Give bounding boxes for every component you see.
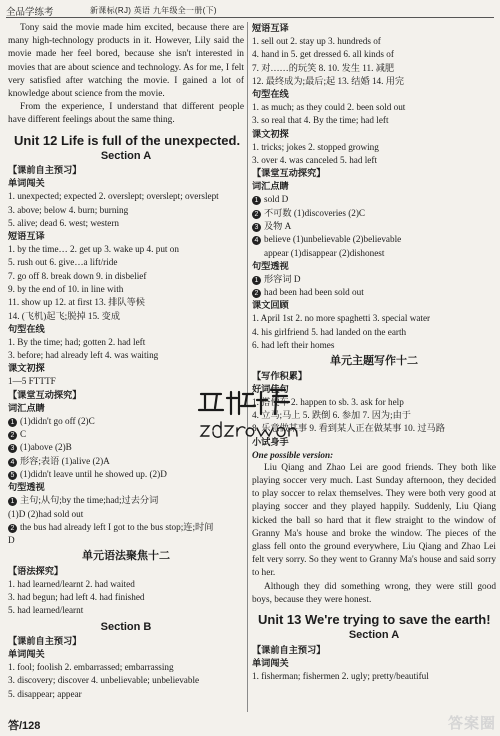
answer-line: 5 (1)didn't leave until he showed up. (2)D: [8, 468, 244, 481]
answer-line: 1 sold D: [252, 193, 496, 206]
vocab-heading: 单词闯关: [8, 648, 45, 659]
answer-line: 3. above; below 4. burn; burning: [8, 204, 129, 215]
writing-heading: 【写作积累】: [252, 370, 308, 381]
circled-number: 1: [252, 276, 261, 285]
answer-line: 1 形容词 D: [252, 273, 496, 286]
circled-number: 2: [8, 524, 17, 533]
answer-line: 1. sell out 2. stay up 3. hundreds of: [252, 36, 381, 46]
answer-line: 1 (1)didn't go off (2)C: [8, 415, 244, 428]
sample-label: One possible version:: [252, 449, 334, 460]
answer-line: 2 had been had been sold out: [252, 286, 496, 299]
class-heading: 【课堂互动探究】: [8, 389, 82, 400]
book-info: 新课标(RJ) 英语 九年级全一册(下): [90, 6, 217, 15]
word-heading: 词汇点睛: [252, 181, 289, 192]
sentence-heading: 句型透视: [8, 482, 45, 493]
answer-line: 5. disappear; appear: [8, 688, 82, 699]
page-number: 答/128: [8, 720, 41, 732]
pattern-heading: 句型在线: [252, 89, 289, 100]
answer-line: 9. by the end of 10. in line with: [8, 284, 124, 294]
reading-heading: 课文初探: [252, 128, 289, 139]
class-heading: 【课堂互动探究】: [252, 168, 326, 179]
grammar-title: 单元语法聚焦十二: [82, 550, 170, 563]
answer-line: 3. before; had already left 4. was waiting: [8, 350, 159, 361]
answer-line: D: [8, 535, 15, 546]
vocab-heading: 单词闯关: [252, 657, 289, 668]
answer-line: 3. so real that 4. By the time; had left: [252, 115, 389, 126]
answer-line: 1. April 1st 2. no more spaghetti 3. special water: [252, 313, 431, 324]
page-header: [6, 4, 496, 18]
word-heading: 词汇点睛: [8, 402, 45, 413]
phrase-heading: 短语互译: [8, 231, 45, 242]
header-rule: [6, 17, 494, 18]
answer-line: 3. had begun; had left 4. had finished: [8, 592, 145, 603]
answer-line: 5. rush out 6. give…a lift/ride: [8, 257, 118, 268]
sample-heading: 小试身手: [252, 436, 289, 447]
answer-line: 11. show up 12. at first 13. 排队等候: [8, 297, 145, 308]
circled-number: 4: [252, 236, 261, 245]
unit12-title: Unit 12 Life is full of the unexpected.: [14, 132, 241, 148]
answer-line: 4 形容;表语 (1)alive (2)A: [8, 455, 244, 468]
sentence-heading: 句型透视: [252, 260, 289, 271]
answer-line: 1. by the time… 2. get up 3. wake up 4. put on: [8, 244, 179, 255]
answer-line: 5. had learned/learnt: [8, 605, 84, 616]
circled-number: 1: [252, 196, 261, 205]
preview-heading: 【课前自主预习】: [252, 644, 326, 655]
unit13-title: Unit 13 We're trying to save the earth!: [258, 612, 491, 628]
answer-line: 6. had left their homes: [252, 340, 335, 351]
answer-line: 3. over 4. was canceled 5. had left: [252, 155, 378, 166]
answer-line: 4. 立马;马上 5. 跌倒 6. 参加 7. 因为;由于: [252, 409, 411, 420]
circled-number: 2: [252, 289, 261, 298]
phrase-heading: 短语互译: [252, 23, 289, 33]
reading-heading: 课文初探: [8, 363, 45, 374]
answer-line: 1. unexpected; expected 2. overslept; overslept; overslept: [8, 191, 219, 202]
preview-heading: 【课前自主预习】: [8, 635, 82, 646]
circled-number: 3: [252, 223, 261, 232]
answer-line: 1. By the time; had; gotten 2. had left: [8, 336, 146, 347]
circled-number: 1: [8, 497, 17, 506]
left-column: [8, 22, 244, 701]
answer-line: 2 the bus had already left I got to the bus stop;连;时间: [8, 521, 244, 534]
answer-line: 1. as much; as they could 2. been sold out: [252, 102, 406, 113]
answer-line: 3 及物 A: [252, 220, 496, 233]
answer-line: 3. discovery; discover 4. unbelievable; unbelievable: [8, 675, 200, 686]
sample-paragraph: Although they did something wrong, they were still good boys, because they were honest.: [252, 581, 496, 605]
paragraph: From the experience, I understand that different people have different feelings about the same thing.: [8, 102, 244, 126]
column-divider: [247, 22, 248, 712]
answer-line: 1—5 FTTTF: [8, 376, 56, 387]
answer-line: 12. 最终成为;最后;起 13. 结婚 14. 用完: [252, 75, 405, 86]
paragraph: Tony said the movie made him excited, because there are many high-technology products in it. However, Lily said the movie made her feel bored, because she isn't interested in movies that are about science and technology. As for me, I felt very satisfied after watching the movie. I gained a lot of knowledge about science from the movie.: [8, 23, 244, 100]
answer-line: 4 believe (1)unbelievable (2)believable: [252, 233, 496, 246]
answer-line: 1. fisherman; fishermen 2. ugly; pretty/beautiful: [252, 670, 429, 681]
grammar-heading: 【语法探究】: [8, 565, 64, 576]
section-a-title: Section A: [100, 149, 152, 162]
answer-line: 4. his girlfriend 5. had landed on the earth: [252, 326, 407, 337]
book-title: 全品学练考: [6, 7, 54, 18]
answer-line: 5. alive; dead 6. west; western: [8, 217, 119, 228]
answer-line: 1. tricks; jokes 2. stopped growing: [252, 141, 379, 152]
sample-paragraph: Liu Qiang and Zhao Lei are good friends. They both like playing soccer very much. Last Sunday afternoon, they decided to play soccer to relax themselves. They were both very good at playing soccer and they played happily. Suddenly, Liu Qiang kicked the ball so hard that it flew straight to the window of Granny Ma's house and broke the window. The pieces of the glass fell onto the ground everywhere, Liu Qiang and Zhao Lei felt very sorry. So they went to Granny Ma's house and said sorry to her.: [252, 462, 496, 579]
preview-heading: 【课前自主预习】: [8, 165, 82, 176]
answer-line: 3 (1)above (2)B: [8, 441, 244, 454]
answer-line: appear (1)disappear (2)dishonest: [264, 247, 385, 258]
circled-number: 4: [8, 458, 17, 467]
circled-number: 3: [8, 444, 17, 453]
review-heading: 课文回顾: [252, 300, 289, 311]
circled-number: 5: [8, 471, 17, 480]
answer-line: 4. hand in 5. get dressed 6. all kinds of: [252, 49, 394, 60]
writing-title: 单元主题写作十二: [330, 355, 418, 368]
vocab-heading: 单词闯关: [8, 178, 45, 189]
right-column: [252, 22, 496, 683]
circled-number: 1: [8, 418, 17, 427]
writing-subheading: 好词佳句: [252, 383, 289, 394]
answer-line: 14. (飞机)起飞;脱掉 15. 变成: [8, 310, 121, 321]
answer-line: 7. go off 8. break down 9. in disbelief: [8, 270, 147, 281]
answer-line: 8. 乐意做某事 9. 看到某人正在做某事 10. 过马路: [252, 423, 445, 434]
circled-number: 2: [252, 210, 261, 219]
circled-number: 2: [8, 431, 17, 440]
handwritten-signature: [195, 386, 315, 442]
answer-line: 2 C: [8, 428, 244, 441]
answer-line: 1 主句;从句;by the time;had;过去分词: [8, 494, 244, 507]
answer-line: 7. 对……的玩笑 8. 10. 发生 11. 减肥: [252, 62, 395, 73]
answer-line: 2 不可数 (1)discoveries (2)C: [252, 207, 496, 220]
pattern-heading: 句型在线: [8, 323, 45, 334]
answer-line: 1. 搭便车 2. happen to sb. 3. ask for help: [252, 396, 404, 407]
section-b-title: Section B: [100, 620, 152, 633]
answer-line: 1. fool; foolish 2. embarrassed; embarrassing: [8, 661, 174, 672]
watermark-logo: 答案圈: [447, 715, 496, 732]
section-a-title: Section A: [348, 629, 400, 642]
answer-line: (1)D (2)had sold out: [8, 508, 84, 519]
answer-line: 1. had learned/learnt 2. had waited: [8, 578, 135, 589]
